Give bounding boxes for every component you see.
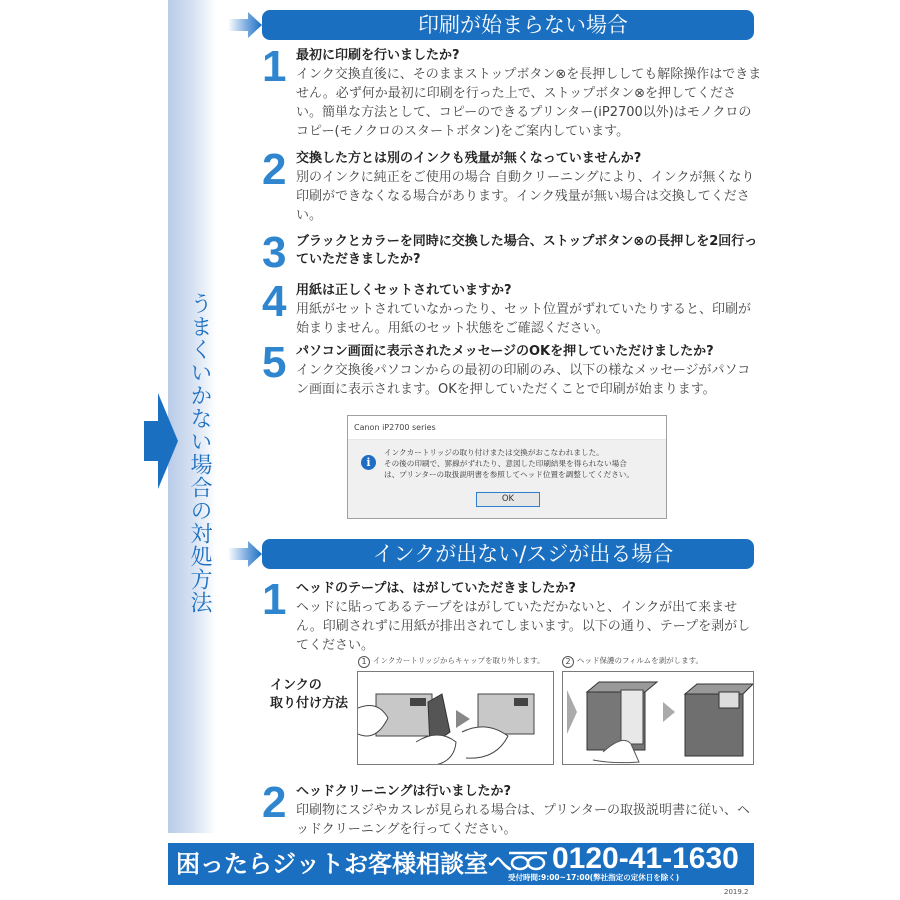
checklist-item xyxy=(262,145,762,225)
date-code: 2019.2 xyxy=(724,888,749,896)
item-question: ブラックとカラーを同時に交換した場合、ストップボタン⊗の長押しを2回行っていただきましたか? xyxy=(296,234,758,267)
dialog-message-line: その後の印刷で、罫線がずれたり、意図した印刷結果を得られない場合 xyxy=(384,459,627,468)
checklist-item xyxy=(262,277,762,338)
ok-button[interactable]: OK xyxy=(476,492,540,507)
dialog-title: Canon iP2700 series xyxy=(348,416,666,440)
item-number: 2 xyxy=(262,145,287,194)
side-title: うまくいかない場合の対処方法 xyxy=(187,292,212,614)
large-arrow-icon xyxy=(144,393,178,489)
item-answer: ヘッドに貼ってあるテープをはがしていただかないと、インクが出て来ません。印刷されずに用紙が排出されてしまいます。以下の通り、テープを剥がしてください。 xyxy=(296,600,751,653)
step-caption xyxy=(562,655,703,668)
step-caption-text: インクカートリッジからキャップを取り外します。 xyxy=(373,656,545,665)
item-number: 2 xyxy=(262,778,287,827)
item-answer: インク交換後パソコンからの最初の印刷のみ、以下の様なメッセージがパソコン画面に表示されます。OKを押していただくことで印刷が始まります。 xyxy=(296,363,751,397)
checklist-item xyxy=(262,575,762,655)
checklist-item xyxy=(262,228,762,277)
support-hours: 受付時間:9:00~17:00(弊社指定の定休日を除く) xyxy=(508,873,680,882)
item-answer: インク交換直後に、そのままストップボタン⊗を長押ししても解除操作はできません。必ず何か最初に印刷を行った上で、ストップボタン⊗を押してください。簡単な方法として、コピーのできるプリンター(iP2700以外)はモノクロのコピー(モノクロのスタートボタン)をご案内しています。 xyxy=(296,67,762,139)
item-number: 1 xyxy=(262,42,287,91)
item-number: 3 xyxy=(262,228,287,277)
section-arrow-icon xyxy=(228,541,262,567)
section-header-print-not-starting xyxy=(262,10,754,40)
item-question: ヘッドのテープは、はがしていただきましたか? xyxy=(296,581,576,596)
item-number: 5 xyxy=(262,338,287,387)
dialog-message xyxy=(384,447,634,480)
section-title: インクが出ない/スジが出る場合 xyxy=(372,542,674,566)
remove-cap-illustration xyxy=(357,671,554,765)
label-line: インクの xyxy=(270,678,322,693)
item-question: 最初に印刷を行いましたか? xyxy=(296,48,460,63)
section-arrow-icon xyxy=(228,12,262,38)
label-line: 取り付け方法 xyxy=(270,696,349,711)
peel-film-illustration xyxy=(562,671,754,765)
section-header-no-ink-streaks xyxy=(262,539,754,569)
item-number: 1 xyxy=(262,575,287,624)
freedial-icon xyxy=(508,851,548,871)
item-number: 4 xyxy=(262,277,287,326)
step-caption xyxy=(358,655,544,668)
dialog-message-line: は、プリンターの取扱説明書を参照してヘッド位置を調整してください。 xyxy=(384,470,634,479)
customer-support-bar xyxy=(168,843,754,885)
item-question: 用紙は正しくセットされていますか? xyxy=(296,283,512,298)
checklist-item xyxy=(262,338,762,399)
support-phone-number[interactable]: 0120-41-1630 xyxy=(552,842,739,875)
checklist-item xyxy=(262,778,762,839)
step-number-circle: 1 xyxy=(358,656,370,668)
support-lead-text: 困ったらジットお客様相談室へ xyxy=(176,850,512,878)
item-answer: 用紙がセットされていなかったり、セット位置がずれていたりすると、印刷が始まりません。用紙のセット状態をご確認ください。 xyxy=(296,302,752,336)
printer-message-dialog xyxy=(347,415,667,519)
item-question: パソコン画面に表示されたメッセージのOKを押していただけましたか? xyxy=(296,344,714,359)
dialog-message-line: インクカートリッジの取り付けまたは交換がおこなわれました。 xyxy=(384,448,604,457)
step-caption-text: ヘッド保護のフィルムを剥がします。 xyxy=(577,656,703,665)
cartridge-cap-illustration xyxy=(358,672,554,765)
section-title: 印刷が始まらない場合 xyxy=(418,13,628,37)
item-question: 交換した方とは別のインクも残量が無くなっていませんか? xyxy=(296,151,642,166)
info-icon: i xyxy=(361,455,376,470)
step-number-circle: 2 xyxy=(562,656,574,668)
item-answer: 別のインクに純正をご使用の場合 自動クリーニングにより、インクが無くなり印刷ができなくなる場合があります。インク残量が無い場合は交換してください。 xyxy=(296,170,755,223)
item-answer: 印刷物にスジやカスレが見られる場合は、プリンターの取扱説明書に従い、ヘッドクリーニングを行ってください。 xyxy=(296,803,750,837)
ink-install-label xyxy=(270,677,348,713)
item-question: ヘッドクリーニングは行いましたか? xyxy=(296,784,512,799)
printhead-film-illustration xyxy=(563,672,754,765)
checklist-item xyxy=(262,42,762,141)
